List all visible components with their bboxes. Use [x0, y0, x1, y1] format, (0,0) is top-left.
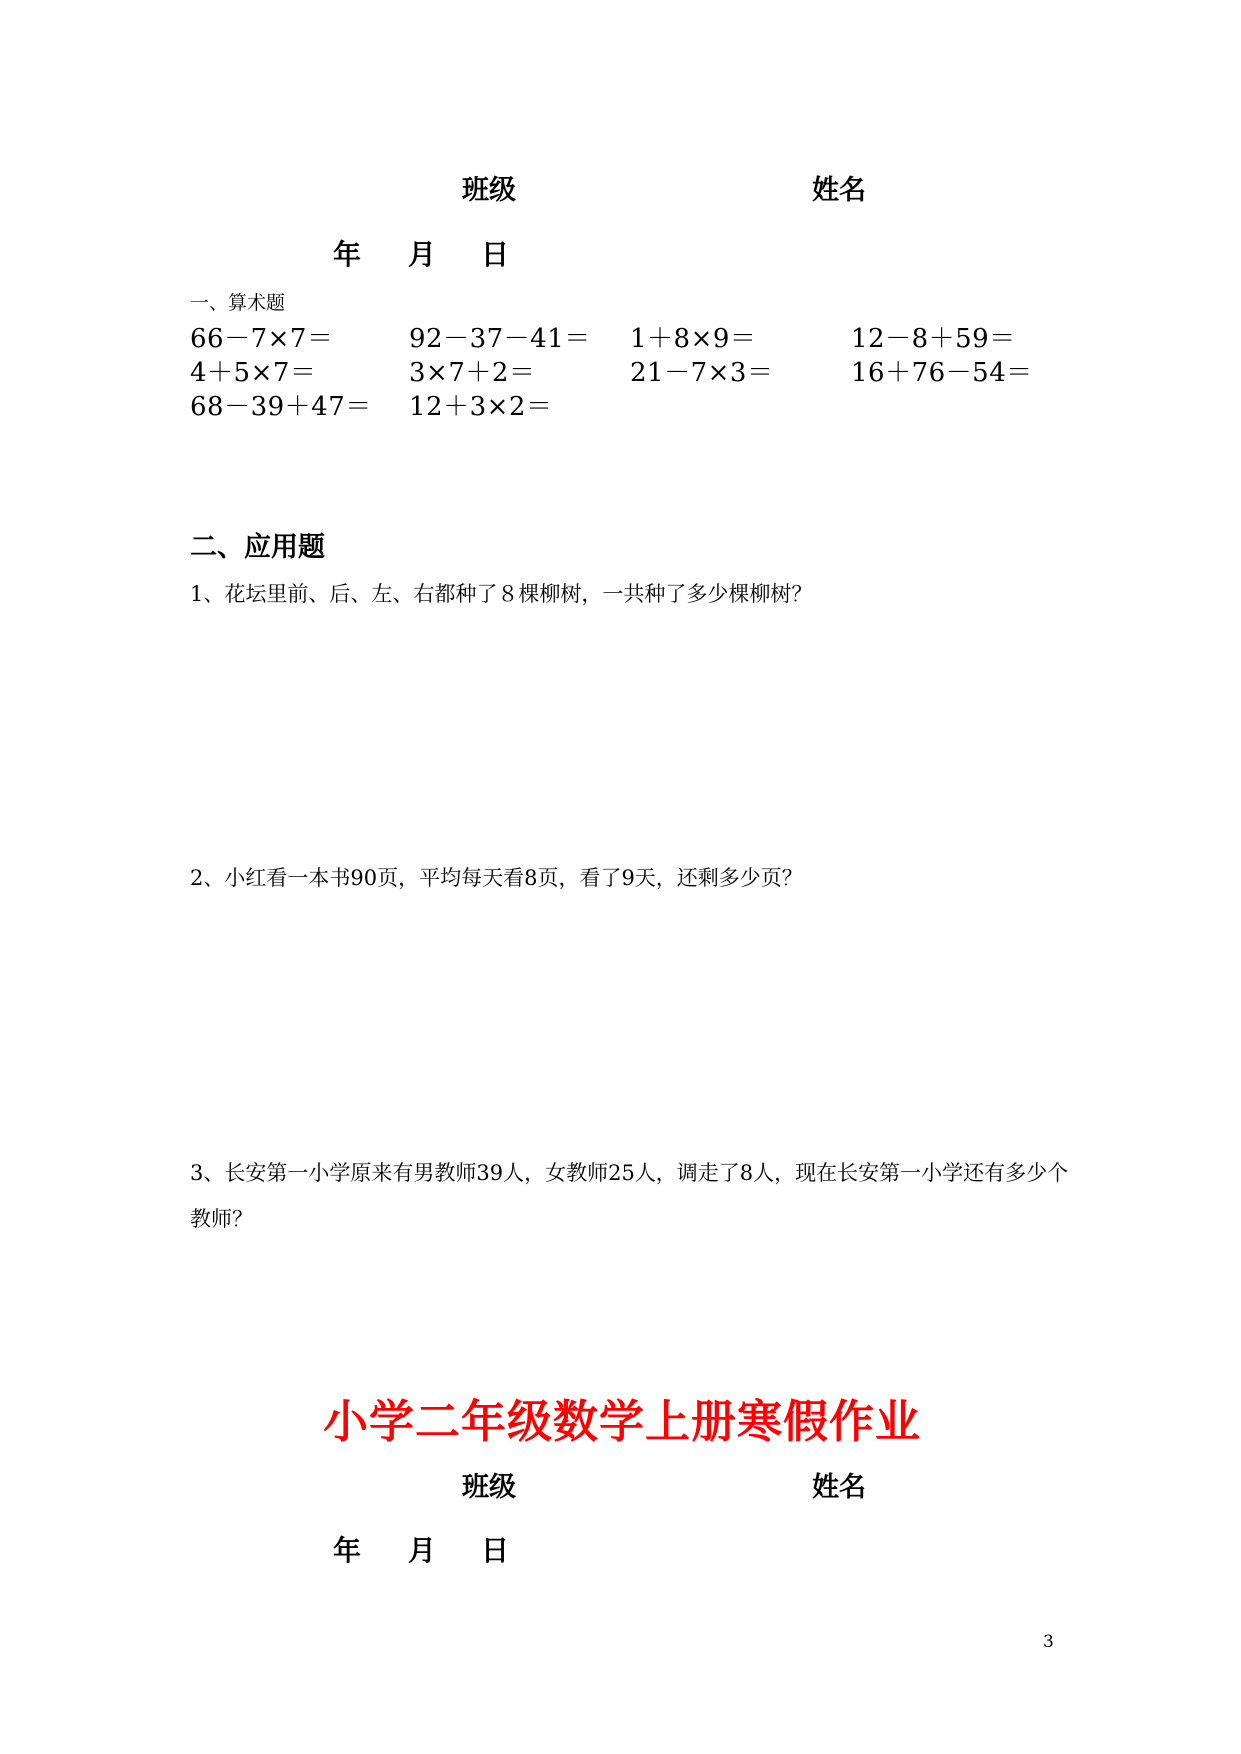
class-label: 班级: [462, 175, 516, 206]
section-arithmetic-title: 一、算术题: [190, 292, 286, 314]
date-day-label: 日: [481, 238, 510, 271]
name-label: 姓名: [812, 1472, 866, 1503]
arithmetic-item: 68－39＋47＝: [190, 392, 372, 422]
date-month-label: 月: [408, 1534, 437, 1567]
date-year-label: 年: [333, 238, 362, 271]
arithmetic-item: 16＋76－54＝: [851, 358, 1033, 388]
date-year-label: 年: [333, 1534, 362, 1567]
arithmetic-item: 12－8＋59＝: [851, 324, 1016, 354]
word-problem-3: 3、长安第一小学原来有男教师39人，女教师25人，调走了8人，现在长安第一小学还有多少个教师？: [190, 1161, 1069, 1231]
arithmetic-item: 66－7×7＝: [190, 324, 334, 354]
arithmetic-item: 92－37－41＝: [409, 324, 591, 354]
date-month-label: 月: [408, 238, 437, 271]
arithmetic-item: 4＋5×7＝: [190, 358, 317, 388]
worksheet-title: 小学二年级数学上册寒假作业: [323, 1395, 922, 1448]
word-problem-2: 2、小红看一本书90页，平均每天看8页，看了9天，还剩多少页？: [190, 866, 803, 890]
word-problem-1: 1、花坛里前、后、左、右都种了８棵柳树，一共种了多少棵柳树？: [190, 582, 813, 606]
page-number: 3: [1043, 1632, 1054, 1652]
arithmetic-item: 12＋3×2＝: [409, 392, 553, 422]
date-day-label: 日: [481, 1534, 510, 1567]
arithmetic-item: 1＋8×9＝: [630, 324, 757, 354]
arithmetic-item: 21－7×3＝: [630, 358, 774, 388]
class-label: 班级: [462, 1472, 516, 1503]
arithmetic-item: 3×7＋2＝: [409, 358, 536, 388]
name-label: 姓名: [812, 175, 866, 206]
section-word-problems-title: 二、应用题: [190, 532, 325, 563]
